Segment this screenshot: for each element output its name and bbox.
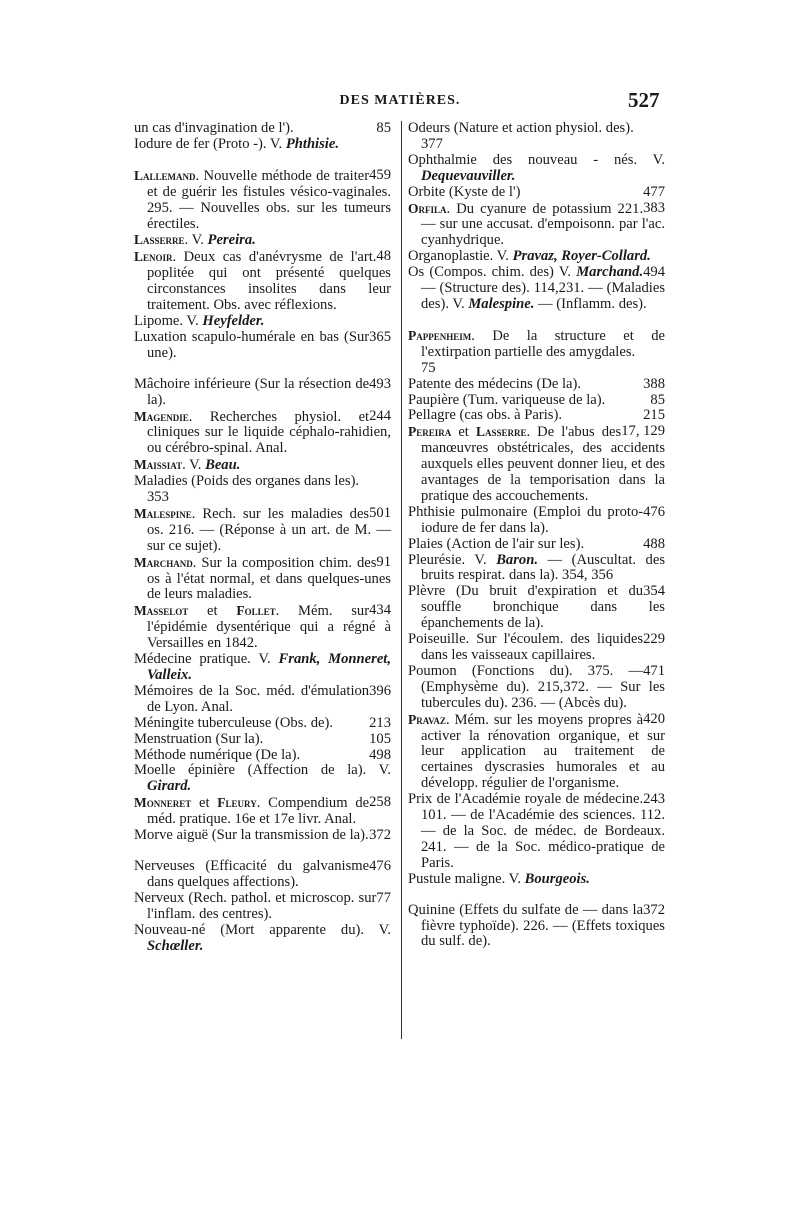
running-header: DES MATIÈRES. — [339, 93, 461, 108]
page-number: 527 — [628, 88, 660, 112]
index-entry: 365 Luxation scapulo-humérale en bas (Sur une). — [134, 328, 391, 361]
index-entry: 91 Marchand. Sur la composition chim. des os à l'état normal, et dans quelques-unes de leurs maladies. — [134, 553, 391, 603]
index-entry: Lipome. V. Heyfelder. — [134, 312, 265, 329]
author-name: Maissiat — [134, 457, 183, 473]
index-entry: 85 Paupière (Tum. variqueuse de la). — [408, 391, 665, 408]
author-name: Pravaz — [408, 711, 446, 727]
index-entry: 77 Nerveux (Rech. pathol. et microscop. sur l'inflam. des centres). — [134, 889, 391, 922]
author-name: Fleury — [217, 795, 257, 811]
author-name: Marchand — [134, 554, 193, 570]
index-entry: 48 Lenoir. Deux cas d'anévrysme de l'art. poplitée qui ont présenté quelques circonstances insolites dans leur traitement. Obs. avec réflexions. — [134, 248, 391, 314]
author-name: Lenoir — [134, 249, 173, 265]
author-name: Pappenheim — [408, 327, 472, 343]
index-entry: Odeurs (Nature et action physiol. des). 377 — [408, 121, 665, 153]
index-entry: 488 Plaies (Action de l'air sur les). — [408, 535, 665, 552]
page-ref: 501 — [369, 504, 391, 521]
index-entry: Pappenheim. De la structure et de l'extirpation partielle des amygdales. 75 — [408, 327, 665, 376]
page-ref: 213 — [369, 714, 391, 731]
page-ref: 372 — [643, 901, 665, 918]
author-name: Pereira — [408, 424, 452, 440]
author-name: Malespine — [134, 505, 192, 521]
author-name: Orfila — [408, 200, 447, 216]
page-ref: 215 — [643, 407, 665, 424]
index-entry: 215 Pellagre (cas obs. à Paris). — [408, 407, 665, 424]
author-name: Follet — [236, 603, 276, 619]
index-entry: 396 Mémoires de la Soc. méd. d'émulation de Lyon. Anal. — [134, 682, 391, 715]
page-ref: 494 — [643, 264, 665, 281]
index-entry: 493 Mâchoire inférieure (Sur la résection de la). — [134, 375, 391, 408]
author-name: Lallemand — [134, 167, 196, 183]
page-ref: 77 — [376, 889, 391, 906]
index-entry: 471 Poumon (Fonctions du). 375. — (Emphysème du). 215,372. — Sur les tubercules du). 236. — (Abcès du). — [408, 662, 665, 711]
index-entry: 476 Phthisie pulmonaire (Emploi du proto-iodure de fer dans la). — [408, 503, 665, 536]
author-name: Lasserre — [134, 232, 185, 248]
index-entry: 420 Pravaz. Mém. sur les moyens propres à activer la rénovation organique, et sur leur application au traitement de certaines dyscrasies humorales et au développ. régulier de l'organisme. — [408, 710, 665, 792]
page-ref: 434 — [369, 602, 391, 619]
index-entry: Nouveau-né (Mort apparente du). V. Schœller. — [134, 921, 391, 954]
index-entry: 229 Poiseuille. Sur l'écoulem. des liquides dans les vaisseaux capillaires. — [408, 631, 665, 663]
author-name: Masselot — [134, 603, 189, 619]
page-ref: 258 — [369, 794, 391, 811]
index-entry: 459 Lallemand. Nouvelle méthode de traiter et de guérir les fistules vésico-vaginales. 295. — Nouvelles obs. sur les tumeurs érectiles. — [134, 166, 391, 232]
page-ref: 229 — [643, 631, 665, 648]
index-entry: Lasserre. V. Pereira. — [134, 232, 256, 249]
index-entry: 354 Plèvre (Du bruit d'expiration et du souffle bronchique dans les épanchements de la). — [408, 583, 665, 632]
index-entry: Ophthalmie des nouveau - nés. V. Dequevauviller. — [408, 151, 665, 184]
index-entry: Maladies (Poids des organes dans les). 353 — [134, 474, 391, 506]
index-entry: Pustule maligne. V. Bourgeois. — [408, 870, 590, 887]
page-ref: 353 — [147, 489, 169, 506]
page-ref: 493 — [369, 375, 391, 392]
page-ref: 354 — [643, 583, 665, 600]
left-column — [134, 121, 391, 954]
page-ref: 48 — [376, 248, 391, 265]
page-ref: 85 — [650, 391, 665, 408]
index-entry: 388 Patente des médecins (De la). — [408, 375, 665, 392]
page-ref: 365 — [369, 328, 391, 345]
index-entry: Iodure de fer (Proto -). V. Phthisie. — [134, 135, 339, 152]
page-ref: 91 — [376, 553, 391, 570]
author-name: Lasserre — [475, 424, 527, 440]
index-entry: 17, 129 Pereira et Lasserre. De l'abus des manœuvres obstétricales, des accidents auxquels elles peuvent donner lieu, et des avantages de la temporisation dans la pratique des accouchements. — [408, 423, 665, 504]
index-entry: Médecine pratique. V. Frank, Monneret, Valleix. — [134, 651, 391, 683]
page-ref: 243 — [643, 791, 665, 808]
author-name: Monneret — [134, 795, 192, 811]
author-name: Magendie — [134, 408, 189, 424]
page-ref: 477 — [643, 183, 665, 200]
index-entry: 213 Méningite tuberculeuse (Obs. de). — [134, 714, 391, 731]
page-ref: 471 — [643, 662, 665, 679]
page-ref: 383 — [643, 199, 665, 216]
index-entry: Moelle épinière (Affection de la). V. Girard. — [134, 762, 391, 795]
page-ref: 476 — [369, 857, 391, 874]
index-entry: 498 Méthode numérique (De la). — [134, 746, 391, 763]
index-entry: 372 Quinine (Effets du sulfate de — dans la fièvre typhoïde). 226. — (Effets toxiques du sulf. de). — [408, 901, 665, 950]
index-entry: 85 un cas d'invagination de l'). — [134, 120, 391, 136]
index-entry: 372 Morve aiguë (Sur la transmission de la). — [134, 827, 391, 844]
page-ref: 498 — [369, 746, 391, 763]
index-entry: 258 Monneret et Fleury. Compendium de méd. pratique. 16e et 17e livr. Anal. — [134, 794, 391, 828]
page-ref: 372 — [369, 827, 391, 844]
page-ref: 75 — [421, 359, 436, 376]
index-entry: 501 Malespine. Rech. sur les maladies des os. 216. — (Réponse à un art. de M. — sur ce sujet). — [134, 504, 391, 554]
index-entry: 383 Orfila. Du cyanure de potassium 221. — sur une accusat. d'empoisonn. par l'ac. cyanhydrique. — [408, 199, 665, 249]
right-column — [408, 121, 665, 950]
index-entry: 477 Orbite (Kyste de l') — [408, 183, 665, 200]
page-ref: 396 — [369, 682, 391, 699]
page-ref: 459 — [369, 166, 391, 183]
index-entry: 243 Prix de l'Académie royale de médecine. 101. — de l'Académie des sciences. 112. — de la Soc. de médec. de Bordeaux. 241. — de la Soc. médico-pratique de Paris. — [408, 791, 665, 871]
index-entry: Pleurésie. V. Baron. — (Auscultat. des bruits respirat. dans la). 354, 356 — [408, 551, 665, 584]
page-ref: 420 — [643, 710, 665, 727]
index-entry: 434 Masselot et Follet. Mém. sur l'épidémie dysentérique qui a régné à Versailles en 1842. — [134, 602, 391, 652]
page-ref: 105 — [369, 730, 391, 747]
column-rule — [401, 121, 402, 1039]
index-entry: Maissiat. V. Beau. — [134, 457, 241, 474]
page-ref: 17, 129 — [621, 423, 665, 440]
index-entry: 244 Magendie. Recherches physiol. et cliniques sur le liquide céphalo-rahidien, ou cérébro-spinal. Anal. — [134, 407, 391, 457]
index-entry: 494 Os (Compos. chim. des) V. Marchand. — (Structure des). 114,231. — (Maladies des). V. Malespine. — (Inflamm. des). — [408, 264, 665, 312]
page-ref: 488 — [643, 535, 665, 552]
index-entry: 476 Nerveuses (Efficacité du galvanisme dans quelques affections). — [134, 857, 391, 890]
page-ref: 85 — [376, 120, 391, 136]
page-ref: 377 — [421, 135, 443, 152]
page-ref: 244 — [369, 407, 391, 424]
page-ref: 388 — [643, 375, 665, 392]
index-entry: 105 Menstruation (Sur la). — [134, 730, 391, 747]
page-ref: 476 — [643, 503, 665, 520]
index-entry: Organoplastie. V. Pravaz, Royer-Collard. — [408, 248, 651, 265]
